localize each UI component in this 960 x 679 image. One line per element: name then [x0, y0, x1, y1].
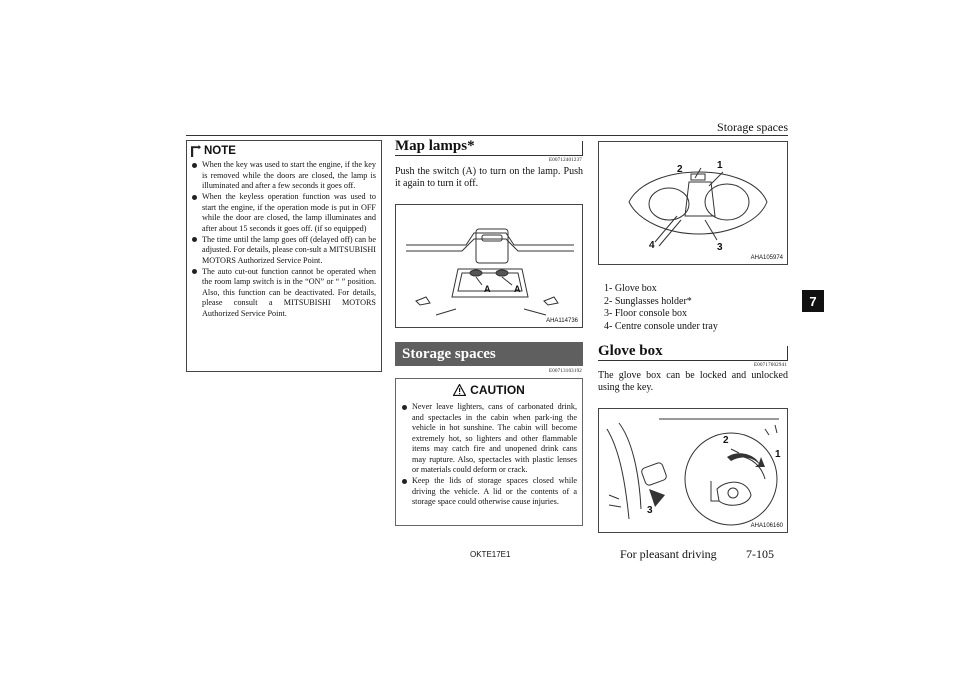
chapter-tab: 7: [802, 290, 824, 312]
caution-item: Keep the lids of storage spaces closed while driving the vehicle. A lid or the contents of a storage space could otherwise cause injuries.: [401, 476, 577, 508]
caution-label: CAUTION: [470, 383, 525, 397]
note-box: [186, 140, 382, 372]
caution-box: [395, 378, 583, 526]
legend-item: 1- Glove box: [604, 283, 657, 294]
map-lamp-illustration: [396, 205, 583, 328]
note-item: The time until the lamp goes off (delayed off) can be adjusted. For details, please con-sult a MITSUBISHI MOTORS Authorized Service Point.: [191, 235, 376, 267]
note-item: When the keyless operation function was used to start the engine, if the operation mode is put in OFF while the door are closed, the lamp illuminates and after about 15 seconds it goes off. (if so equipped): [191, 192, 376, 234]
glove-callout-3: 3: [647, 505, 653, 516]
glove-box-rule: [598, 360, 788, 361]
footer-page-number: 7-105: [746, 547, 774, 561]
callout-1: 1: [717, 160, 723, 171]
caution-list: [401, 402, 577, 508]
note-item: When the key was used to start the engine, if the key is removed while the doors are closed, the lamp is illuminated and after a few seconds it goes off.: [191, 160, 376, 192]
warning-triangle-icon: [453, 384, 466, 396]
glove-box-illustration: [599, 409, 788, 533]
note-heading: [191, 145, 376, 157]
callout-2: 2: [677, 164, 683, 175]
glove-box-code: E00717602941: [754, 363, 787, 368]
caution-item: Never leave lighters, cans of carbonated drink, and spectacles in the cabin when park-ing the vehicle in hot sunshine. The cabin will become extremely hot, so lighters and other flammable items may catch fire and unopened drink cans may rupture. Also, spectacles with plastic lenses or materials could deform or crack.: [401, 402, 577, 476]
footer-code: OKTE17E1: [470, 550, 511, 559]
storage-spaces-code: E00713103192: [549, 369, 582, 374]
note-item: The auto cut-out function cannot be operated when the room lamp switch is in the “ON” or “ ” position. Also, this function can be deactivated. For details, please consult a MITSUBISHI MOTORS Authorized Service Point.: [191, 267, 376, 320]
note-list: [191, 160, 376, 319]
switch-a-label: A: [484, 284, 491, 294]
caution-heading: [401, 383, 577, 397]
glove-box-figure-code: AHA106160: [750, 523, 783, 529]
note-icon: [191, 145, 201, 157]
header-rule: [186, 135, 788, 136]
legend-item: 4- Centre console under tray: [604, 320, 718, 332]
glove-box-figure: [598, 408, 788, 533]
glove-box-text: The glove box can be locked and unlocked using the key.: [598, 370, 788, 393]
map-lamps-title: Map lamps*: [395, 138, 475, 154]
glove-callout-1: 1: [775, 449, 781, 460]
map-lamps-figure-code: AHA114736: [546, 318, 578, 324]
switch-a-label: A: [514, 284, 521, 294]
storage-spaces-banner: Storage spaces: [395, 342, 583, 366]
storage-legend: [604, 283, 718, 333]
footer-chapter-title: For pleasant driving: [620, 547, 717, 561]
legend-item: 3- Floor console box: [604, 308, 688, 319]
map-lamps-rule: [395, 155, 583, 156]
legend-item: 2- Sunglasses holder*: [604, 295, 692, 307]
glove-box-rule-tick: [787, 346, 788, 360]
note-label: NOTE: [204, 145, 236, 157]
map-lamps-rule-tick: [582, 141, 583, 155]
map-lamps-figure: [395, 204, 583, 328]
glove-callout-2: 2: [723, 435, 729, 446]
storage-figure-code: AHA105974: [750, 255, 783, 261]
callout-3: 3: [717, 242, 723, 253]
storage-spaces-figure: [598, 141, 788, 265]
cabin-storage-illustration: [599, 142, 788, 265]
running-header: Storage spaces: [717, 120, 788, 134]
glove-box-title: Glove box: [598, 343, 663, 359]
map-lamps-code: E00712401237: [549, 158, 582, 163]
callout-4: 4: [649, 240, 655, 251]
map-lamps-text: Push the switch (A) to turn on the lamp. Push it again to turn it off.: [395, 166, 583, 189]
